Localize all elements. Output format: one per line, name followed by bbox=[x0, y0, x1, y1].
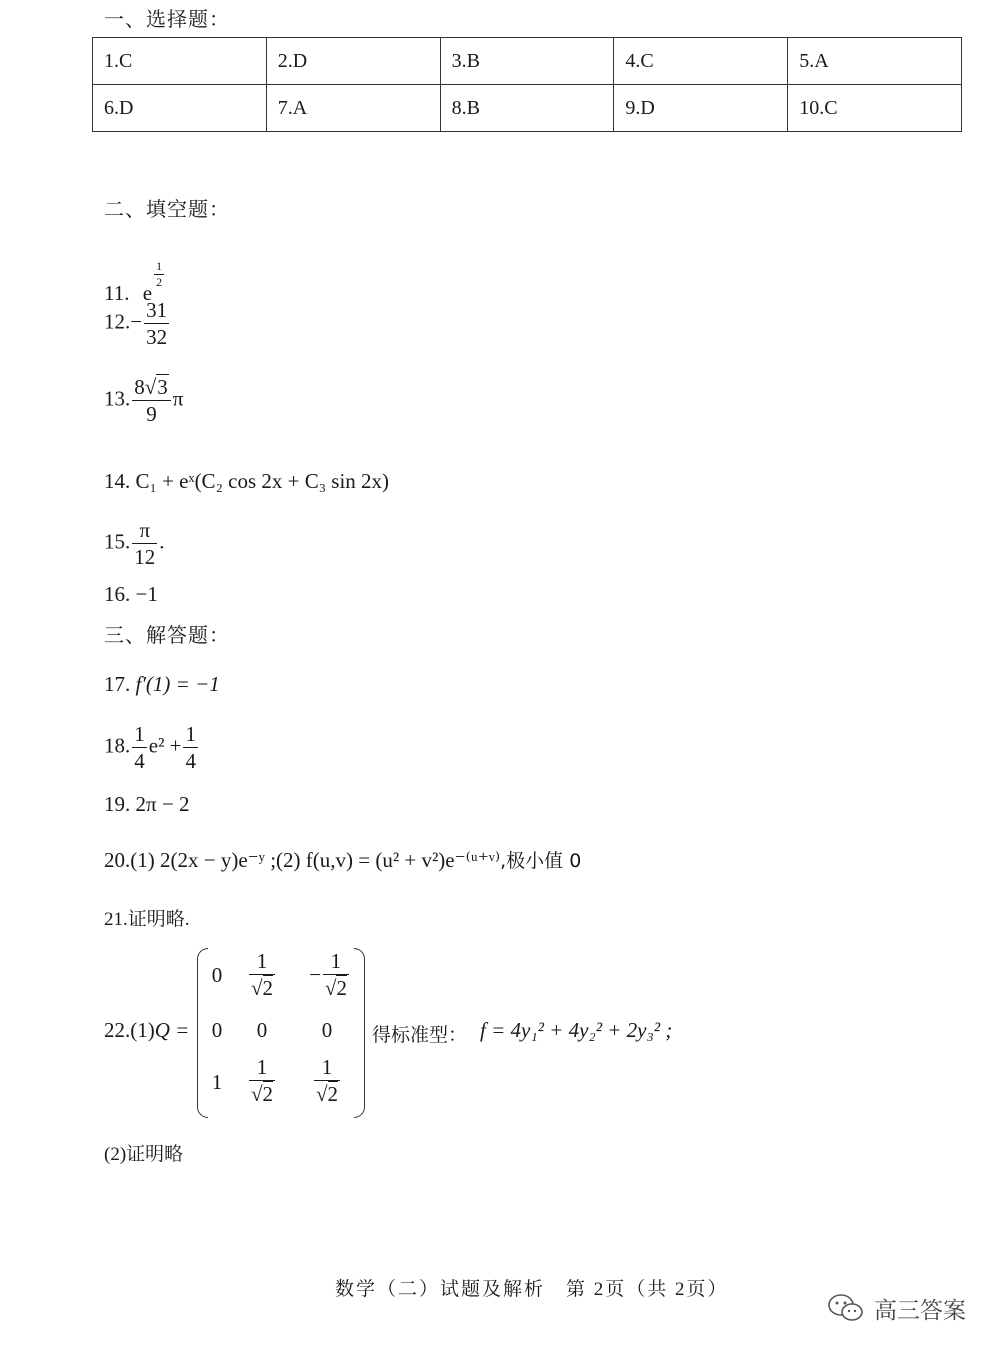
numerator: π bbox=[132, 517, 157, 544]
coefficient: 8 bbox=[134, 375, 145, 399]
denominator: √2 bbox=[250, 1082, 274, 1107]
answer-21: 21.证明略. bbox=[104, 909, 190, 930]
answer-18 bbox=[104, 721, 200, 775]
matrix-entry bbox=[237, 948, 287, 1002]
numerator bbox=[132, 374, 171, 401]
numerator: 1 bbox=[156, 259, 163, 273]
table-cell: 5.A bbox=[788, 38, 962, 85]
answer-12 bbox=[104, 297, 171, 351]
standard-form-label: 得标准型： bbox=[372, 1025, 468, 1046]
fraction bbox=[323, 948, 349, 1002]
numerator: 1 bbox=[323, 948, 349, 975]
base: e bbox=[142, 281, 153, 305]
expression: C₁ + eˣ(C₂ cos 2x + C₃ sin 2x) bbox=[135, 469, 390, 493]
question-number: 12. bbox=[104, 309, 131, 334]
matrix-variable: Q = bbox=[154, 1018, 190, 1042]
page-footer: 数学（二）试题及解析 第 2页（共 2页） bbox=[335, 1279, 729, 1300]
answer-22-part2: (2)证明略 bbox=[104, 1144, 184, 1165]
question-number: 19. bbox=[104, 792, 131, 816]
table-cell: 6.D bbox=[93, 85, 267, 132]
answer-19 bbox=[104, 792, 189, 817]
answer-14 bbox=[104, 469, 389, 494]
matrix-entry bbox=[302, 1054, 352, 1108]
table-cell: 4.C bbox=[614, 38, 788, 85]
table-cell: 7.A bbox=[266, 85, 440, 132]
pi: π bbox=[172, 386, 184, 411]
numerator: 1 bbox=[249, 948, 275, 975]
expression: f′(1) = −1 bbox=[135, 672, 220, 696]
middle-term: e² + bbox=[148, 733, 182, 758]
choice-answer-table bbox=[92, 37, 962, 132]
question-number: 22.(1) bbox=[104, 1018, 155, 1042]
standard-form-expression bbox=[480, 1018, 672, 1043]
question-number: 17. bbox=[104, 672, 131, 696]
fraction bbox=[144, 297, 169, 351]
question-number: 14. bbox=[104, 469, 131, 493]
numerator: 31 bbox=[144, 297, 169, 324]
table-cell: 9.D bbox=[614, 85, 788, 132]
watermark-text: 高三答案 bbox=[874, 1298, 966, 1324]
numerator: 1 bbox=[183, 721, 198, 748]
expression: 2π − 2 bbox=[135, 792, 190, 816]
quadratic-form: f = 4y₁² + 4y₂² + 2y₃² ; bbox=[480, 1018, 673, 1042]
fraction bbox=[314, 1054, 340, 1108]
numerator: 1 bbox=[132, 721, 147, 748]
question-number: 15. bbox=[104, 529, 131, 554]
answer-13 bbox=[104, 374, 183, 428]
answer-16 bbox=[104, 582, 158, 607]
minimum-note: ,极小值 0 bbox=[500, 850, 582, 872]
orthogonal-matrix bbox=[197, 948, 365, 1118]
sign: − bbox=[309, 962, 321, 987]
fraction bbox=[249, 948, 275, 1002]
watermark bbox=[826, 1292, 966, 1331]
answer-20 bbox=[104, 846, 581, 873]
matrix-entry: 0 bbox=[211, 1018, 223, 1042]
denominator: √2 bbox=[324, 976, 347, 1001]
section-heading-fill: 二、填空题： bbox=[104, 199, 230, 221]
table-cell: 8.B bbox=[440, 85, 614, 132]
fraction bbox=[249, 1054, 275, 1108]
denominator: √2 bbox=[250, 976, 274, 1001]
expression: (1) 2(2x − y)e⁻ʸ ;(2) f(u,v) = (u² + v²)e⁻⁽ᵘ⁺ᵛ⁾ bbox=[130, 848, 501, 872]
question-number: 20. bbox=[104, 848, 131, 872]
question-number: 11. bbox=[104, 281, 130, 305]
matrix-entry bbox=[300, 948, 360, 1002]
wechat-icon bbox=[826, 1292, 866, 1324]
sign: − bbox=[130, 309, 143, 334]
numerator: 1 bbox=[249, 1054, 275, 1081]
period: . bbox=[159, 529, 165, 554]
fraction bbox=[132, 721, 147, 775]
denominator: 2 bbox=[156, 275, 163, 289]
section-heading-choice: 一、选择题： bbox=[104, 9, 230, 31]
answer-22-label bbox=[104, 1018, 189, 1043]
fraction bbox=[183, 721, 198, 775]
radicand: 2 bbox=[262, 1082, 274, 1107]
table-row bbox=[93, 38, 962, 85]
radicand: 2 bbox=[336, 976, 347, 1001]
denominator: 12 bbox=[134, 545, 156, 570]
answer-15 bbox=[104, 517, 165, 571]
fraction bbox=[132, 374, 171, 428]
radicand: 3 bbox=[157, 375, 168, 399]
denominator: 32 bbox=[146, 325, 168, 350]
table-cell: 3.B bbox=[440, 38, 614, 85]
numerator: 1 bbox=[314, 1054, 340, 1081]
table-cell: 1.C bbox=[93, 38, 267, 85]
matrix-entry: 0 bbox=[321, 1018, 333, 1042]
section-heading-solution: 三、解答题： bbox=[104, 625, 230, 647]
answer-17 bbox=[104, 672, 220, 697]
fraction bbox=[132, 517, 157, 571]
table-cell: 10.C bbox=[788, 85, 962, 132]
sqrt: √3 bbox=[144, 375, 168, 399]
table-row bbox=[93, 85, 962, 132]
question-number: 16. bbox=[104, 582, 131, 606]
value: −1 bbox=[135, 582, 158, 606]
table-cell: 2.D bbox=[266, 38, 440, 85]
radicand: 2 bbox=[327, 1082, 339, 1107]
denominator: 9 bbox=[146, 402, 157, 427]
denominator: √2 bbox=[315, 1082, 339, 1107]
matrix-entry bbox=[237, 1054, 287, 1108]
matrix-entry: 0 bbox=[211, 963, 223, 987]
question-number: 18. bbox=[104, 733, 131, 758]
matrix-entry: 0 bbox=[256, 1018, 268, 1042]
matrix-entry: 1 bbox=[211, 1070, 223, 1094]
denominator: 4 bbox=[185, 749, 196, 774]
question-number: 13. bbox=[104, 386, 131, 411]
denominator: 4 bbox=[134, 749, 145, 774]
radicand: 2 bbox=[262, 976, 274, 1001]
exponent-fraction bbox=[154, 259, 164, 290]
